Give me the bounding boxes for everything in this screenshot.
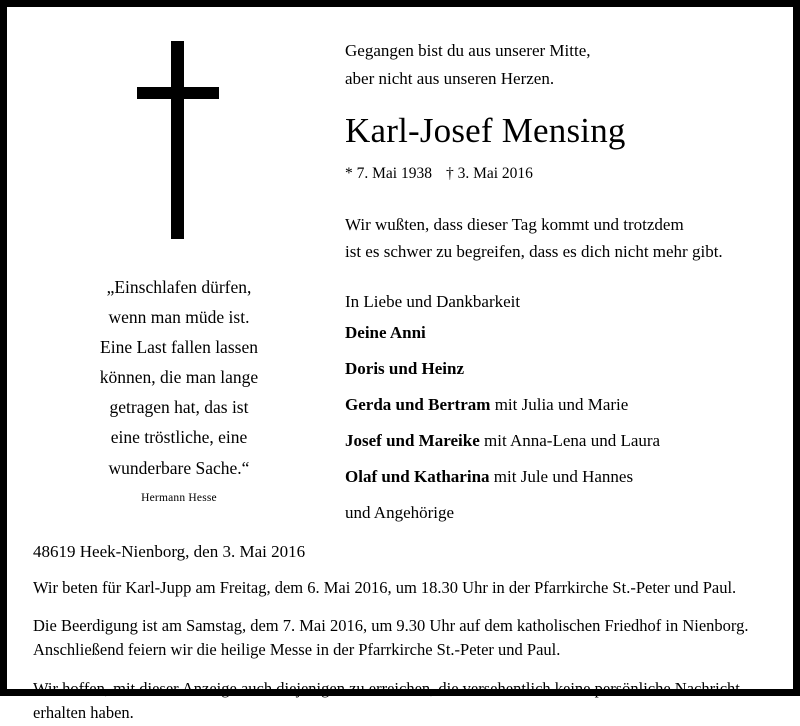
mourner-name: Deine Anni bbox=[345, 322, 426, 342]
notice-right-column bbox=[329, 21, 771, 540]
thanks-text: In Liebe und Dankbarkeit bbox=[345, 291, 521, 311]
verse-line: wunderbare Sache.“ bbox=[108, 457, 250, 478]
list-item bbox=[345, 504, 771, 521]
life-dates bbox=[345, 165, 771, 183]
notice-bottom-section bbox=[29, 542, 771, 726]
mourner-relatives: mit Anna-Lena und Laura bbox=[479, 430, 661, 450]
verse-line: eine tröstliche, eine bbox=[110, 427, 248, 448]
death-date: † 3. Mai 2016 bbox=[445, 164, 533, 182]
notice-left-column bbox=[29, 21, 329, 504]
list-item bbox=[345, 324, 771, 341]
notice-top-area bbox=[29, 21, 771, 540]
lament-line: Wir wußten, dass dieser Tag kommt und trotzdem bbox=[345, 214, 684, 234]
verse-line: getragen hat, das ist bbox=[109, 397, 249, 418]
cross-container bbox=[119, 35, 239, 250]
mourner-name: Doris und Heinz bbox=[345, 358, 465, 378]
funeral-info-paragraph: Die Beerdigung ist am Samstag, dem 7. Mai 2016, um 9.30 Uhr auf dem katholischen Friedhof in Nienborg. Anschließend feiern wir die heilige Messe in der Pfarrkirche St.-Peter und Paul. bbox=[33, 616, 749, 660]
mourner-relatives: und Angehörige bbox=[345, 502, 455, 522]
mourner-relatives: mit Julia und Marie bbox=[490, 394, 629, 414]
lament-line: ist es schwer zu begreifen, dass es dich nicht mehr gibt. bbox=[345, 242, 723, 262]
mourner-name: Olaf und Katharina bbox=[345, 466, 490, 486]
list-item bbox=[345, 396, 771, 413]
intro-line: aber nicht aus unseren Herzen. bbox=[345, 68, 555, 88]
list-item bbox=[345, 468, 771, 485]
place-and-date: 48619 Heek-Nienborg, den 3. Mai 2016 bbox=[33, 541, 306, 561]
verse-line: wenn man müde ist. bbox=[108, 307, 250, 328]
birth-date: * 7. Mai 1938 bbox=[345, 164, 432, 182]
mourner-relatives: mit Jule und Hannes bbox=[489, 466, 634, 486]
lament-text bbox=[345, 211, 771, 266]
list-item bbox=[345, 360, 771, 377]
intro-line: Gegangen bist du aus unserer Mitte, bbox=[345, 41, 591, 60]
mourners-list bbox=[345, 324, 771, 521]
verse-author: Hermann Hesse bbox=[141, 491, 217, 504]
mourner-name: Josef und Mareike bbox=[345, 430, 480, 450]
list-item bbox=[345, 432, 771, 449]
verse-text bbox=[100, 272, 258, 483]
verse-line: können, die man lange bbox=[99, 367, 259, 388]
closing-paragraph: Wir hoffen, mit dieser Anzeige auch diejenigen zu erreichen, die versehentlich keine persönliche Nachricht erhalten haben. bbox=[33, 678, 740, 723]
christian-cross-icon bbox=[119, 35, 239, 245]
intro-text bbox=[345, 37, 771, 92]
mourner-name: Gerda und Bertram bbox=[345, 394, 491, 414]
verse-line: Eine Last fallen lassen bbox=[100, 337, 258, 358]
deceased-name: Karl-Josef Mensing bbox=[345, 111, 626, 151]
verse-line: „Einschlafen dürfen, bbox=[106, 277, 252, 297]
notice-inner bbox=[7, 7, 793, 723]
service-info-paragraph: Wir beten für Karl-Jupp am Freitag, dem 6. Mai 2016, um 18.30 Uhr in der Pfarrkirche St.-Peter und Paul. bbox=[33, 577, 737, 597]
